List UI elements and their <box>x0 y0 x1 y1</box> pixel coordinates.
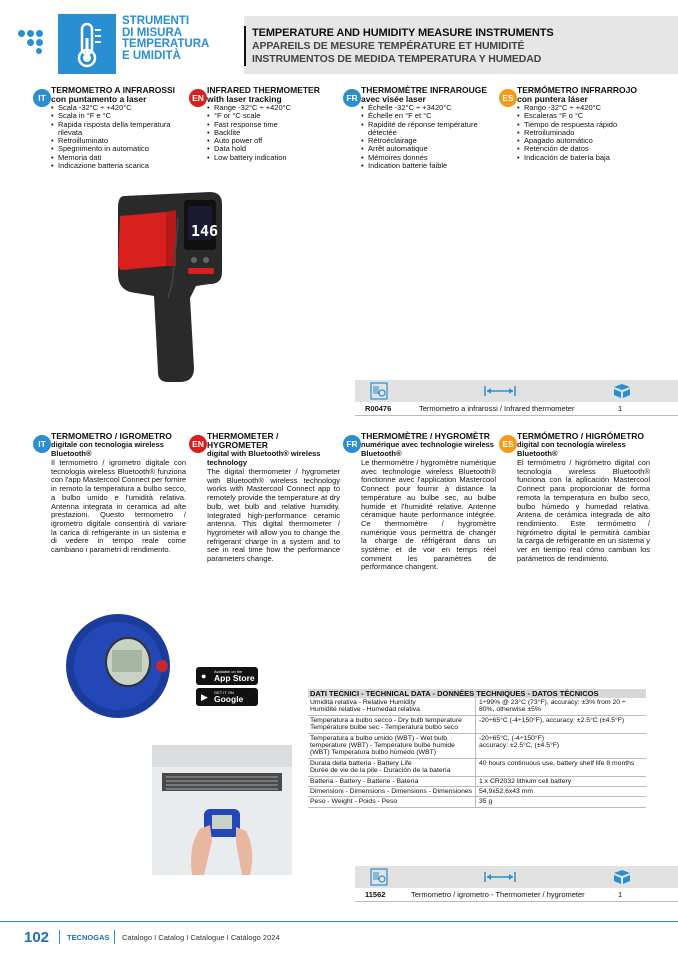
product-code: R00476 <box>365 404 392 413</box>
table-row: Temperatura a bulbo secco - Dry bulb temperature Température bulbe sec - Temperatura bulbo seco -20÷65°C (-4÷150°F), accuracy: ±2.5°C (±4.5°F) <box>308 716 646 734</box>
table-row: Durata della batteria - Battery Life Durée de vie de la pile - Duración de la batería 40 hours continuous use, battery shelf life 8 months <box>308 759 646 777</box>
product2-es: ES TERMÓMETRO / HIGRÓMETRO digital con tecnología wireless Bluetooth® El termómetro / higrómetro digital con tecnología wireless Bluetooth® funciona con la aplicación Mastercool Connect para proporcionar de forma remota la temperatura en bulbo seco, bulbo húmedo y humedad relativa. Antena de cerámica integrada de alto rendimiento. Este termómetro / higrómetro digital le permitirá cambiar la carga de refrigerante en un sistema y ver en tiempo real cómo cambian los parámetros de rendimiento. <box>500 432 650 563</box>
product2-en: EN THERMOMETER / HYGROMETER digital with Bluetooth® wireless technology The digital thermometer / hygrometer with Bluetooth® wireless technology works with Mastercool Connect app to remotely provide the temperature at dry bulb, wet bulb and relative humidity. Integrated high-performance ceramic antenna. This digital thermometer / hygrometer will allow you to change the refrigerant charge in a system and to see in real time how the performance parameters change. <box>190 432 340 564</box>
product1-en: EN INFRARED THERMOMETER with laser tracking • Range -32°C ÷ +420°C • °F or °C scale • Fast response time • Backlite • Auto power off • Data hold • Low battery indication <box>190 86 350 162</box>
product-code: 11562 <box>365 890 386 899</box>
table-row: Peso - Weight - Poids - Peso 35 g <box>308 797 646 807</box>
table-row: Umidità relativa - Relative Humidity Humidité relative - Humedad relativa 1÷99% @ 23°C (73°F), accuracy: ±3% from 20 ÷ 80%, otherwise ±5% <box>308 698 646 716</box>
google-play-badge[interactable]: ▶ GET IT ON Google Play <box>196 688 258 706</box>
technical-data-table <box>308 689 646 808</box>
product1-it: IT TERMOMETRO A INFRAROSSI con puntamento a laser • Scala -32°C ÷ +420°C • Scala in °F e °C • Rapida risposta della temperatura rilevata • Retroilluminato • Spegnimento in automatico • Memoria dati • Indicazione batteria scarica <box>34 86 194 170</box>
product-qty: 1 <box>618 890 623 899</box>
brand-dots-icon <box>18 26 48 52</box>
table-row: Batteria - Battery - Batterie - Batería 1 x CR2032 lithium cell battery <box>308 777 646 787</box>
product-description: Termometro / igrometro - Thermometer / hygrometer <box>411 890 585 899</box>
page-title-en: TEMPERATURE AND HUMIDITY MEASURE INSTRUMENTS <box>252 27 554 39</box>
header-band <box>244 16 678 74</box>
package-quantity-icon <box>612 869 632 890</box>
table-heading: DATI TECNICI - TECHNICAL DATA - DONNÉES TECHNIQUES - DATOS TÉCNICOS <box>308 689 646 698</box>
product1-fr: FR THERMOMÈTRE INFRAROUGE avec visée laser • Échelle -32°C ÷ +3420°C • Échelle en °F et °C • Rapidité de réponse température détectée • Rétroéclairage • Arrêt automatique • Mémoires donnés • Indication batterie faible <box>344 86 504 170</box>
thermometer-icon <box>58 14 116 74</box>
product-description: Termometro a infrarossi / Infrared thermometer <box>419 404 575 413</box>
product-row-2 <box>355 888 678 902</box>
code-bar-1 <box>355 380 678 402</box>
thermometer-display-value: 146 <box>191 222 219 240</box>
bluetooth-hygrometer-image <box>62 610 174 722</box>
lang-badge-es: ES <box>499 89 517 107</box>
apple-icon: ● <box>201 671 207 681</box>
table-row: Temperatura a bulbo umido (WBT) - Wet bulb temperature (WBT) - Température bulbe humide (WBT) Temperatura bulbo húmedo (WBT) -20÷65°C, (-4÷150°F) accuracy: ±2.5°C, (±4.5°F) <box>308 734 646 759</box>
lang-badge-es: ES <box>499 435 517 453</box>
lang-badge-it: IT <box>33 435 51 453</box>
brand-name: TECNOGAS <box>67 933 110 942</box>
product1-es: ES TERMÓMETRO INFRARROJO con puntera láser • Rango -32°C ÷ +420°C • Escaleras °F o °C • Tiempo de respuesta rápido • Retroiluminado • Apagado automático • Retención de datos • Indicación de batería baja <box>500 86 660 162</box>
package-quantity-icon <box>612 383 632 404</box>
page-title-fr: APPAREILS DE MESURE TEMPÉRATURE ET HUMIDITÉ <box>252 40 525 52</box>
lang-badge-it: IT <box>33 89 51 107</box>
lang-badge-fr: FR <box>343 435 361 453</box>
catalog-label: Catalogo I Catalog I Catalogue I Catálogo 2024 <box>122 933 280 942</box>
lang-badge-en: EN <box>189 89 207 107</box>
code-bar-2 <box>355 866 678 888</box>
lang-badge-fr: FR <box>343 89 361 107</box>
table-row: Dimensioni - Dimensions - Dimensions - Dimensiones 54,9x52,6x43 mm <box>308 787 646 797</box>
section-title: STRUMENTI DI MISURA TEMPERATURA E UMIDITÀ <box>122 15 210 62</box>
lang-badge-en: EN <box>189 435 207 453</box>
play-icon: ▶ <box>201 692 208 702</box>
product2-fr: FR THERMOMÈTRE / HYGROMÈTR numérique avec technologie wireless Bluetooth® Le thermomètre / hygromètre numérique avec technologie wireless Bluetooth® fonctionne avec l'application Mastercool Connect pour fournir à distance la température au bulbe sec, au bulbe humide et l'humidité relative. Antenne céramique haute performance intégrée. Ce thermomètre / hygromètre numérique vous permettra de changer la charge de réfrigérant dans un système et de voir en temps réel comment les paramètres de performance changent. <box>344 432 496 572</box>
installation-photo <box>152 745 292 875</box>
description-icon <box>483 870 517 889</box>
page-number: 102 <box>24 929 50 946</box>
product-row-1 <box>355 402 678 416</box>
description-icon <box>483 384 517 403</box>
product-qty: 1 <box>618 404 623 413</box>
app-store-badge[interactable]: ● Available on the App Store <box>196 667 258 685</box>
page-title-es: INSTRUMENTOS DE MEDIDA TEMPERATURA Y HUMEDAD <box>252 53 542 65</box>
infrared-thermometer-image <box>110 188 230 386</box>
footer-divider <box>0 921 678 922</box>
product2-it: IT TERMOMETRO / IGROMETRO digitale con tecnologia wireless Bluetooth® Il termometro / igrometro digitale con tecnologia wireless Bluetooth® funziona con l'app Mastercool Connect per fornire in remoto la temperatura a bulbo secco, a bulbo umido e l'umidità relativa. Antenna integrata in ceramica ad alte prestazioni. Questo termometro / igrometro digitale consentirà di variare la carica di refrigerante in un sistema e di vedere in tempo reale come cambiano i parametri di rendimento. <box>34 432 186 555</box>
